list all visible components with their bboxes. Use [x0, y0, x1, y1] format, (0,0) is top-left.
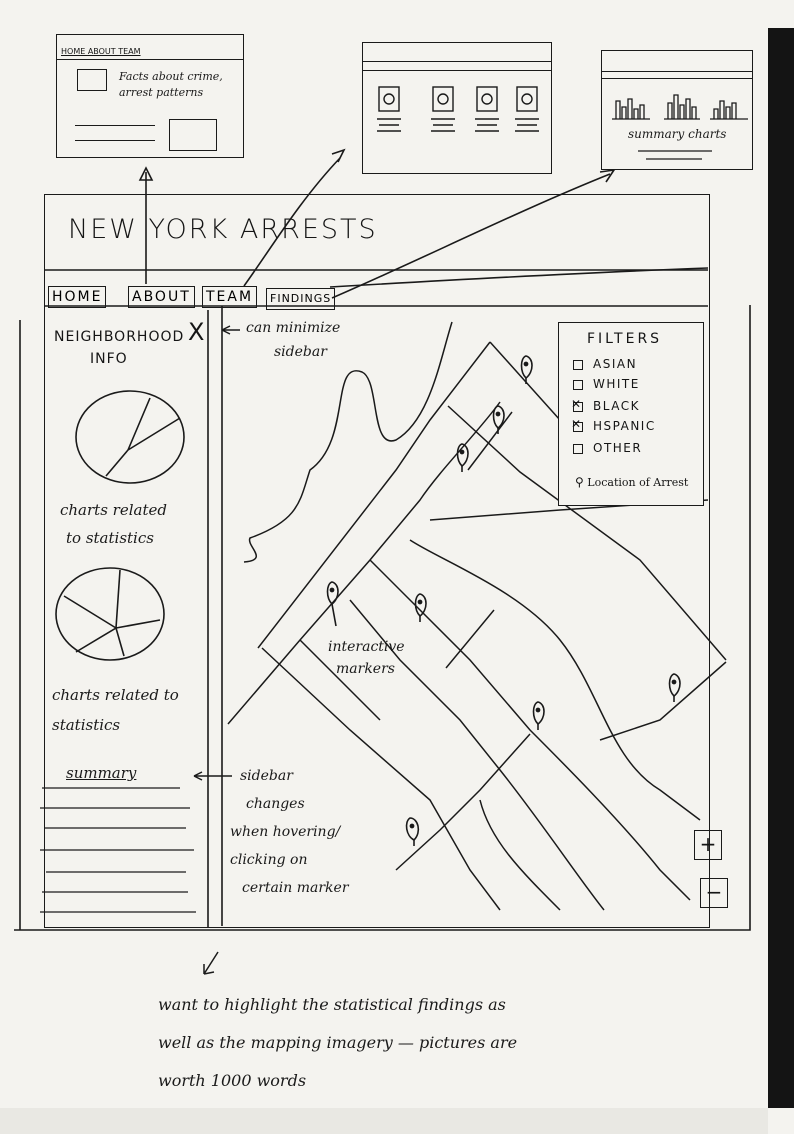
filter-asian-checkbox[interactable] [573, 360, 583, 370]
annotation-sidebar-changes [230, 762, 349, 902]
chart2-caption-line2: statistics [52, 716, 121, 734]
sidebar-close-button[interactable]: X [188, 318, 205, 346]
filters-panel [558, 322, 704, 506]
arrest-marker[interactable] [534, 702, 545, 730]
filter-hispanic-checkbox[interactable] [573, 422, 583, 432]
filters-legend-text: Location of Arrest [587, 476, 689, 489]
annotation-minimize-line2: sidebar [274, 344, 327, 360]
annotation-markers-line1: interactive [328, 639, 405, 655]
annotation-sidebar-changes-line2: changes [246, 796, 305, 812]
filter-hispanic[interactable] [573, 419, 656, 433]
annotation-markers-line2: markers [336, 661, 395, 677]
arrest-marker[interactable] [670, 674, 681, 702]
arrest-marker[interactable] [494, 406, 505, 434]
filters-title: FILTERS [587, 331, 663, 347]
thumbnail-home-nav: HOME ABOUT TEAM [61, 47, 141, 56]
arrest-marker[interactable] [407, 818, 419, 846]
annotation-sidebar-changes-line5: certain marker [242, 880, 349, 896]
nav-findings-button[interactable]: FINDINGS [266, 288, 335, 310]
filter-black-checkbox[interactable] [573, 402, 583, 412]
nav-home-button[interactable]: HOME [48, 286, 106, 308]
filter-black-label: BLACK [593, 399, 640, 413]
app-title: NEW YORK ARRESTS [68, 214, 378, 245]
filters-legend [575, 475, 688, 489]
filter-hispanic-label: HSPANIC [593, 419, 656, 433]
sidebar-title-line1: NEIGHBORHOOD [54, 329, 185, 345]
filter-white[interactable] [573, 377, 640, 391]
footer-note-line2: well as the mapping imagery — pictures are [158, 1033, 518, 1052]
annotation-markers [328, 636, 405, 680]
sidebar-title-line2: INFO [90, 351, 128, 367]
annotation-sidebar-changes-line4: clicking on [230, 852, 308, 868]
filter-other[interactable] [573, 441, 642, 455]
map-street [600, 662, 726, 740]
footer-note [158, 986, 517, 1100]
map-street [480, 800, 560, 910]
location-pin-icon: ⚲ [575, 475, 584, 489]
filter-white-label: WHITE [593, 377, 640, 391]
map-street [410, 540, 700, 820]
footer-note-line1: want to highlight the statistical findings as [158, 995, 506, 1014]
footer-note-line3: worth 1000 words [158, 1071, 307, 1090]
map-street [396, 734, 530, 870]
thumbnail-findings-caption: summary charts [628, 127, 727, 141]
chart2-caption-line1: charts related to [52, 686, 179, 704]
map-street [490, 342, 560, 420]
filter-other-label: OTHER [593, 441, 643, 455]
filter-other-checkbox[interactable] [573, 444, 583, 454]
map-street [468, 412, 512, 470]
arrest-marker[interactable] [328, 582, 339, 626]
annotation-minimize [246, 316, 340, 364]
annotation-minimize-line1: can minimize [246, 320, 341, 336]
filter-asian-label: ASIAN [593, 357, 638, 371]
chart1-caption-line1: charts related [60, 501, 167, 519]
nav-team-button[interactable]: TEAM [202, 286, 257, 308]
nav-about-button[interactable]: ABOUT [128, 286, 195, 308]
thumbnail-home-caption: Facts about crime, arrest patterns [119, 70, 223, 99]
filter-white-checkbox[interactable] [573, 380, 583, 390]
annotation-sidebar-changes-line1: sidebar [240, 768, 293, 784]
filter-black[interactable] [573, 399, 640, 413]
zoom-in-button[interactable]: + [694, 830, 722, 860]
summary-title: summary [66, 764, 137, 782]
map-street [258, 342, 490, 648]
annotation-sidebar-changes-line3: when hovering/ [230, 824, 341, 840]
chart1-caption-line2: to statistics [66, 529, 154, 547]
filter-asian[interactable] [573, 357, 637, 371]
zoom-out-button[interactable]: − [700, 878, 728, 908]
